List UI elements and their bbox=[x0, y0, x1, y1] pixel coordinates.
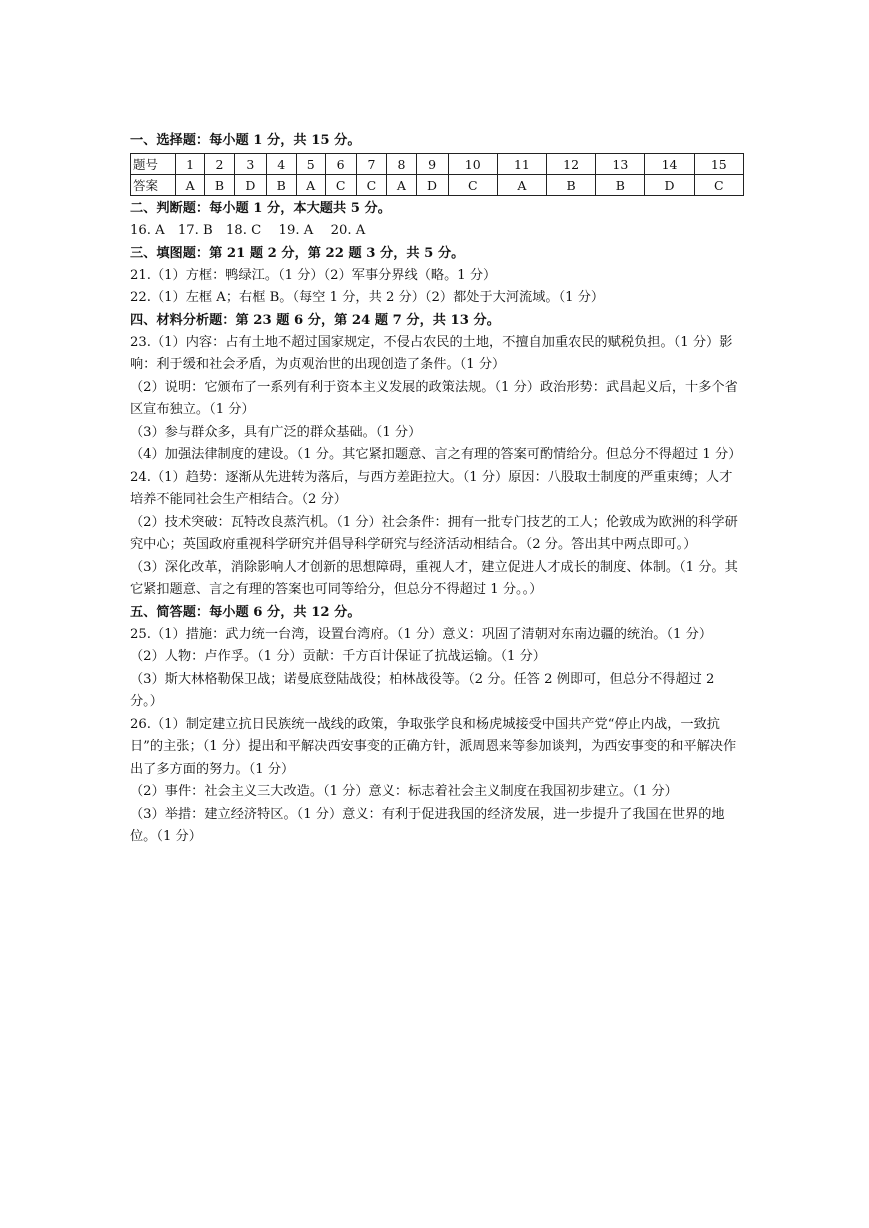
answer-q23-4: （4）加强法律制度的建设。（1 分。其它紧扣题意、言之有理的答案可酌情给分。但总分不得超过 1 分） bbox=[130, 447, 742, 462]
answer-q24-2: （2）技术突破：瓦特改良蒸汽机。（1 分）社会条件：拥有一批专门技艺的工人；伦敦成为欧洲的科学研究中心；英国政府重视科学研究并倡导科学研究与经济活动相结合。（2 分。答出其中两点即可。） bbox=[130, 514, 738, 552]
answer-q26-1: 26.（1）制定建立抗日民族统一战线的政策，争取张学良和杨虎城接受中国共产党“停止内战，一致抗日”的主张；（1 分）提出和平解决西安事变的正确方针，派周恩来等参加谈判，为西安事变的和平解决作出了多方面的努力。（1 分） bbox=[130, 716, 737, 777]
answer-q26-2: （2）事件：社会主义三大改造。（1 分）意义：标志着社会主义制度在我国初步建立。（1 分） bbox=[130, 784, 678, 799]
question-number: 11 bbox=[497, 154, 546, 175]
answer-q25-1: 25.（1）措施：武力统一台湾，设置台湾府。（1 分）意义：巩固了清朝对东南边疆的统治。（1 分） bbox=[130, 626, 713, 642]
answer-q26-3: （3）举措：建立经济特区。（1 分）意义：有利于促进我国的经济发展，进一步提升了我国在世界的地位。（1 分） bbox=[130, 806, 725, 844]
answer-cell: A bbox=[296, 175, 325, 196]
answer-cell: A bbox=[497, 175, 546, 196]
answer-cell: C bbox=[694, 175, 743, 196]
question-number: 10 bbox=[448, 154, 497, 175]
section-heading-choice: 一、选择题：每小题 1 分，共 15 分。 bbox=[130, 133, 361, 148]
question-number: 1 bbox=[176, 154, 205, 175]
question-number: 13 bbox=[596, 154, 645, 175]
answer-cell: B bbox=[205, 175, 235, 196]
answer-cell: D bbox=[645, 175, 694, 196]
question-number: 7 bbox=[356, 154, 387, 175]
answer-q24-1: 24.（1）趋势：逐渐从先进转为落后，与西方差距拉大。（1 分）原因：八股取士制度的严重束缚；人才培养不能同社会生产相结合。（2 分） bbox=[130, 469, 733, 507]
answer-q23-1: 23.（1）内容：占有土地不超过国家规定，不侵占农民的土地，不擅自加重农民的赋税负担。（1 分）影响：利于缓和社会矛盾，为贞观治世的出现创造了条件。（1 分） bbox=[130, 334, 733, 372]
question-number: 5 bbox=[296, 154, 325, 175]
answer-cell: D bbox=[234, 175, 266, 196]
answer-cell: D bbox=[416, 175, 448, 196]
question-number: 15 bbox=[694, 154, 743, 175]
table-row-answers bbox=[131, 175, 744, 196]
row-label-number: 题号 bbox=[131, 154, 176, 175]
question-number: 14 bbox=[645, 154, 694, 175]
answer-cell: C bbox=[448, 175, 497, 196]
answer-cell: B bbox=[596, 175, 645, 196]
answer-cell: B bbox=[547, 175, 596, 196]
question-number: 12 bbox=[547, 154, 596, 175]
answer-q24-3: （3）深化改革，消除影响人才创新的思想障碍，重视人才，建立促进人才成长的制度、体制。（1 分。其它紧扣题意、言之有理的答案也可同等给分，但总分不得超过 1 分。。） bbox=[130, 559, 738, 597]
answer-cell: B bbox=[266, 175, 296, 196]
answer-q22: 22.（1）左框 A；右框 B。（每空 1 分，共 2 分）（2）都处于大河流域。（1 分） bbox=[130, 290, 605, 305]
answer-key bbox=[130, 130, 742, 849]
answer-cell: A bbox=[176, 175, 205, 196]
question-number: 2 bbox=[205, 154, 235, 175]
answer-q21: 21.（1）方框：鸭绿江。（1 分）（2）军事分界线（略。1 分） bbox=[130, 267, 497, 283]
section-heading-judgment: 二、判断题：每小题 1 分，本大题共 5 分。 bbox=[130, 201, 391, 216]
question-number: 6 bbox=[325, 154, 356, 175]
section-heading-map: 三、填图题：第 21 题 2 分，第 22 题 3 分，共 5 分。 bbox=[130, 245, 465, 261]
answer-cell: A bbox=[387, 175, 416, 196]
answer-q25-2: （2）人物：卢作孚。（1 分）贡献：千方百计保证了抗战运输。（1 分） bbox=[130, 649, 546, 664]
answer-q16-20: 16. A 17. B 18. C 19. A 20. A bbox=[130, 223, 366, 238]
row-label-answer: 答案 bbox=[131, 175, 176, 196]
table-row-numbers bbox=[131, 154, 744, 175]
answer-table bbox=[130, 153, 744, 196]
answer-q23-3: （3）参与群众多，具有广泛的群众基础。（1 分） bbox=[130, 424, 422, 440]
answer-cell: C bbox=[356, 175, 387, 196]
question-number: 4 bbox=[266, 154, 296, 175]
section-heading-material: 四、材料分析题：第 23 题 6 分，第 24 题 7 分，共 13 分。 bbox=[130, 312, 500, 328]
answer-q23-2: （2）说明：它颁布了一系列有利于资本主义发展的政策法规。（1 分）政治形势：武昌起义后，十多个省区宣布独立。（1 分） bbox=[130, 379, 738, 417]
answer-q25-3: （3）斯大林格勒保卫战；诺曼底登陆战役；柏林战役等。（2 分。任答 2 例即可，但总分不得超过 2 分。） bbox=[130, 671, 715, 709]
question-number: 9 bbox=[416, 154, 448, 175]
section-heading-short-answer: 五、简答题：每小题 6 分，共 12 分。 bbox=[130, 604, 361, 620]
answer-cell: C bbox=[325, 175, 356, 196]
question-number: 3 bbox=[234, 154, 266, 175]
question-number: 8 bbox=[387, 154, 416, 175]
